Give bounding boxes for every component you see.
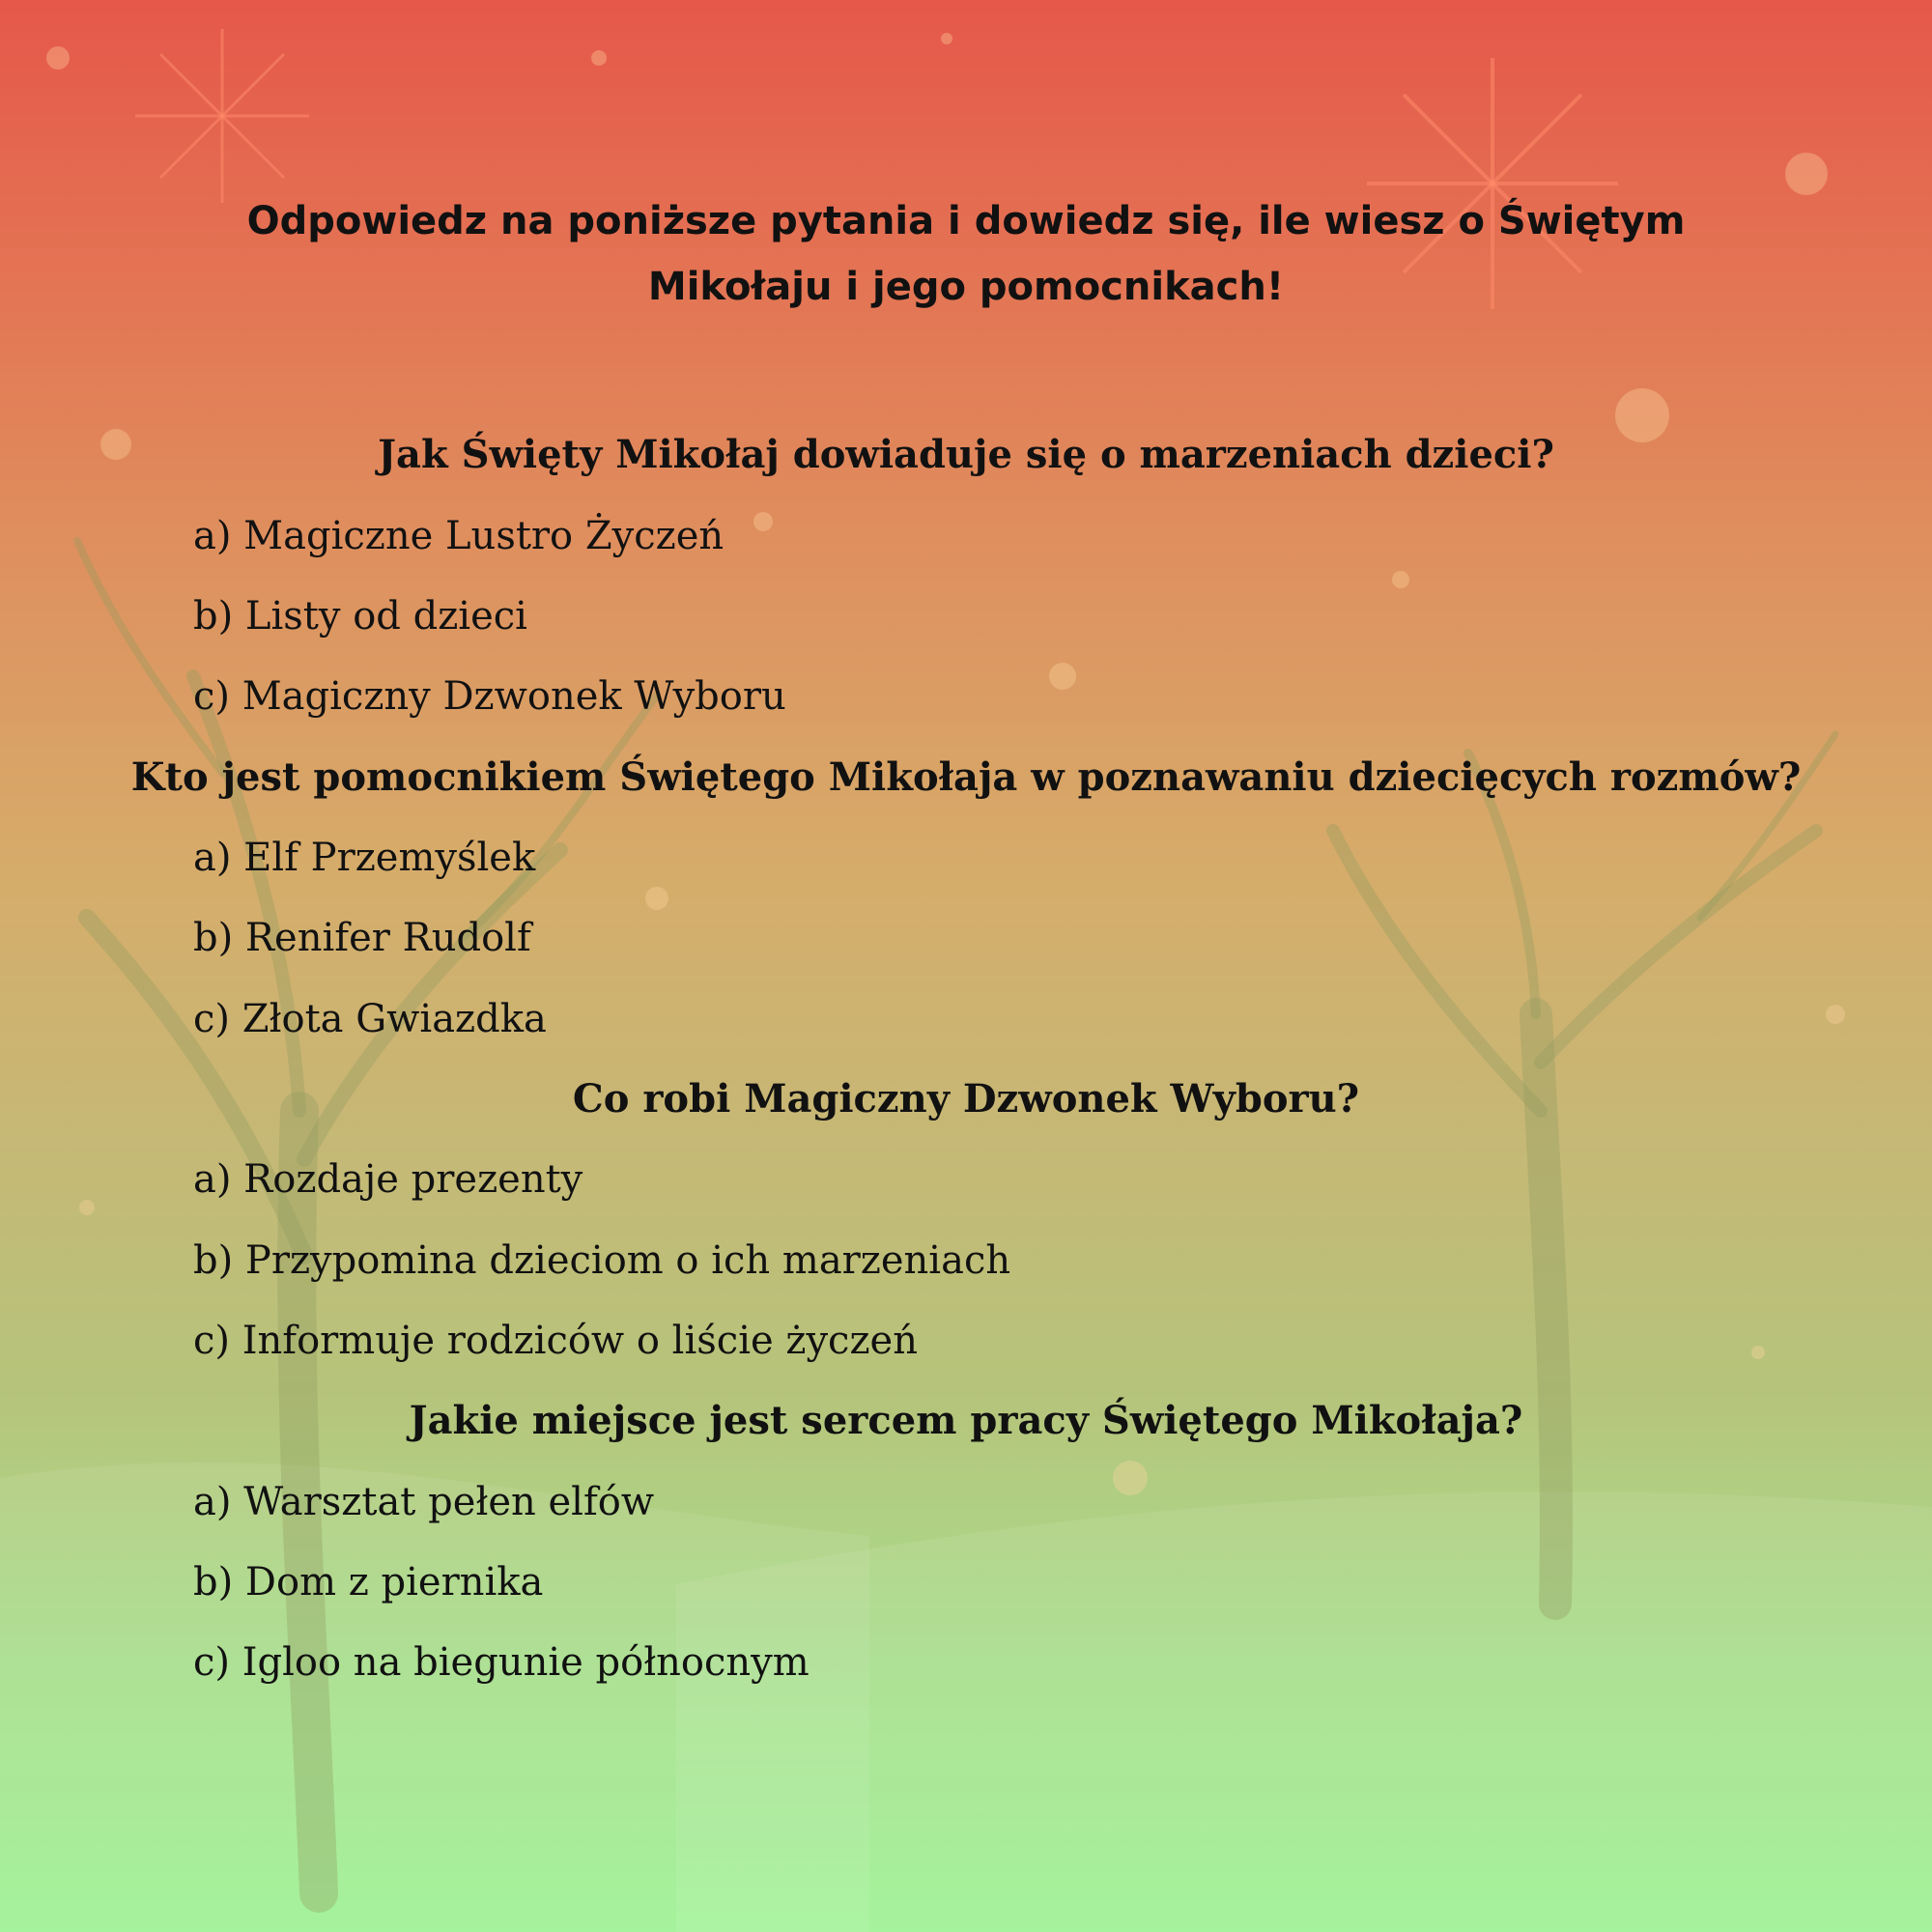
answer-2a: a) Elf Przemyślek: [193, 836, 536, 880]
question-4: Jakie miejsce jest sercem pracy Świętego Mikołaja?: [409, 1398, 1523, 1443]
answer-3b: b) Przypomina dzieciom o ich marzeniach: [193, 1238, 1011, 1283]
answer-3a: a) Rozdaje prezenty: [193, 1157, 583, 1202]
answer-2c: c) Złota Gwiazdka: [193, 997, 547, 1041]
answer-3c: c) Informuje rodziców o liście życzeń: [193, 1319, 918, 1363]
answer-1a: a) Magiczne Lustro Życzeń: [193, 514, 724, 558]
answer-2b: b) Renifer Rudolf: [193, 916, 531, 960]
answer-4a: a) Warsztat pełen elfów: [193, 1480, 655, 1524]
answer-1b: b) Listy od dzieci: [193, 594, 527, 639]
question-3: Co robi Magiczny Dzwonek Wyboru?: [572, 1076, 1360, 1122]
answer-4b: b) Dom z piernika: [193, 1560, 544, 1605]
page-title: Odpowiedz na poniższe pytania i dowiedz się, ile wiesz o Świętym Mikołaju i jego pomocnikach!: [246, 199, 1686, 309]
answer-1c: c) Magiczny Dzwonek Wyboru: [193, 674, 786, 719]
question-2: Kto jest pomocnikiem Świętego Mikołaja w poznawaniu dziecięcych rozmów?: [130, 754, 1802, 800]
question-1: Jak Święty Mikołaj dowiaduje się o marzeniach dzieci?: [378, 432, 1554, 477]
answer-4c: c) Igloo na biegunie północnym: [193, 1640, 810, 1685]
